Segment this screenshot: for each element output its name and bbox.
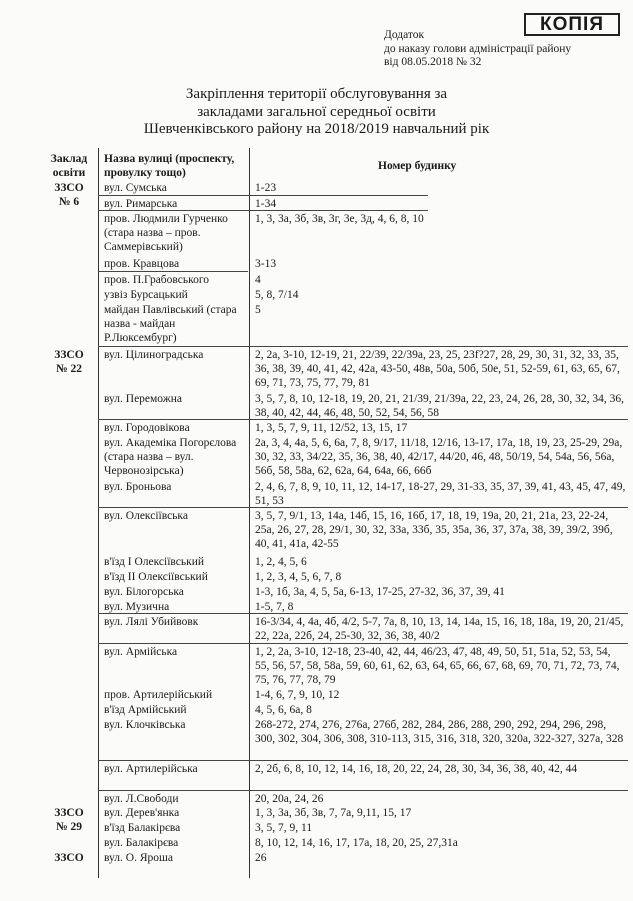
street-name: узвіз Бурсацький xyxy=(104,289,188,301)
house-numbers: 2, 4, 6, 7, 8, 9, 10, 11, 12, 14-17, 18-27, 29, 31-33, 35, 37, 39, 41, 43, 45, 47, 49, 51, 53 xyxy=(255,481,626,507)
row-rule xyxy=(98,613,628,614)
house-numbers: 5 xyxy=(255,304,261,316)
appendix-line-1: Додаток xyxy=(384,29,425,41)
street-name: в'їзд І Олексіївський xyxy=(104,556,205,568)
school-code-line: ЗЗСО xyxy=(54,349,84,361)
house-numbers: 1, 3, 3а, 3б, 3в, 3г, 3е, 3д, 4, 6, 8, 10 xyxy=(255,213,424,225)
row-rule xyxy=(98,760,628,761)
house-numbers: 1, 2, 4, 5, 6 xyxy=(255,556,307,568)
row-rule xyxy=(98,195,428,196)
school-code xyxy=(44,806,94,834)
house-numbers: 2а, 3, 4, 4а, 5, 6, 6а, 7, 8, 9/17, 11/18, 12/16, 13-17, 17а, 18, 19, 23, 25-29, 29а, 30, 32, 33, 34/22, 35, 36, 38, 40, 42/17, 44/20, 46, 48, 50/19, 54, 54а, 56, 56а, 56б, 58, 58а, 62, 62а, 64, 64а, 66, 66б xyxy=(255,437,623,477)
street-name: в'їзд Балакірєва xyxy=(104,822,181,834)
row-rule xyxy=(98,643,628,644)
house-numbers: 1, 2, 3, 4, 5, 6, 7, 8 xyxy=(255,571,342,583)
school-number: № 6 xyxy=(58,196,80,208)
street-name: вул. Білогорська xyxy=(104,586,184,598)
school-code xyxy=(44,348,94,376)
school-code-line: ЗЗСО xyxy=(54,807,84,819)
street-name: пров. Кравцова xyxy=(104,258,180,270)
title-line-2: закладами загальної середньої освіти xyxy=(197,103,436,120)
column-divider-right xyxy=(249,148,250,878)
street-name: вул. Л.Свободи xyxy=(104,793,179,805)
street-name: вул. О. Яроша xyxy=(104,852,173,864)
house-numbers: 1-3, 1б, 3а, 4, 5, 5а, 6-13, 17-25, 27-32, 36, 37, 39, 41 xyxy=(255,586,505,598)
appendix-line-3: від 08.05.2018 № 32 xyxy=(384,56,482,68)
street-name: в'їзд Армійський xyxy=(104,704,187,716)
header-houses: Номер будинку xyxy=(378,160,457,172)
street-name: вул. Римарська xyxy=(104,198,178,210)
house-numbers: 4 xyxy=(255,274,261,286)
row-rule xyxy=(98,210,428,211)
house-numbers: 4, 5, 6, 6а, 8 xyxy=(255,704,312,716)
street-name: вул. Музична xyxy=(104,601,170,613)
house-numbers: 1-34 xyxy=(255,198,277,210)
street-name: вул. Академіка Погорєлова (стара назва – вул. Червонозірська) xyxy=(104,437,237,477)
header-school: Заклад освіти xyxy=(50,153,88,179)
house-numbers: 1, 3, 3а, 3б, 3в, 7, 7а, 9,11, 15, 17 xyxy=(255,807,412,819)
header-street: Назва вулиці (проспекту, провулку тощо) xyxy=(104,153,235,179)
appendix-line-2: до наказу голови адміністрації району xyxy=(384,42,572,55)
school-number: № 22 xyxy=(56,363,82,375)
house-numbers: 20, 20а, 24, 26 xyxy=(255,793,324,805)
street-name: вул. Балакірєва xyxy=(104,837,179,849)
row-rule xyxy=(98,790,628,791)
row-rule xyxy=(98,346,628,347)
house-numbers: 1-4, 6, 7, 9, 10, 12 xyxy=(255,689,340,701)
house-numbers: 1-23 xyxy=(255,182,277,194)
street-name: вул. Сумська xyxy=(104,182,167,194)
street-name: вул. Олексіївська xyxy=(104,510,188,522)
house-numbers: 268-272, 274, 276, 276а, 276б, 282, 284, 286, 288, 290, 292, 294, 296, 298, 300, 302, 304, 306, 308, 310-113, 315, 316, 318, 320, 320а, 322-327, 327а, 328 xyxy=(255,719,624,745)
house-numbers: 1, 2, 2а, 3-10, 12-18, 23-40, 42, 44, 46/23, 47, 48, 49, 50, 51, 51а, 52, 53, 54, 55, 56, 57, 58, 58а, 59, 60, 61, 62, 63, 64, 65, 66, 67, 68, 69, 70, 71, 72, 73, 74, 75, 76, 77, 78, 79 xyxy=(255,646,620,686)
copy-stamp: КОПІЯ xyxy=(524,13,620,36)
column-divider-left xyxy=(98,148,99,878)
school-code-line: ЗЗСО xyxy=(54,182,84,194)
street-name: вул. Артилерійська xyxy=(104,763,198,775)
house-numbers: 2, 2б, 6, 8, 10, 12, 14, 16, 18, 20, 22, 24, 28, 30, 34, 36, 38, 40, 42, 44 xyxy=(255,763,578,775)
street-name: вул. Переможна xyxy=(104,393,182,405)
school-number: № 29 xyxy=(56,821,82,833)
document-title xyxy=(0,86,633,139)
house-numbers: 2, 2а, 3-10, 12-19, 21, 22/39, 22/39а, 23, 25, 23f?27, 28, 29, 30, 31, 32, 33, 35, 36, 38, 39, 40, 41, 42, 42а, 43-50, 48в, 50а, 50б, 50е, 51, 52-59, 61, 63, 65, 67, 69, 71, 73, 75, 77, 79, 81 xyxy=(255,349,620,389)
street-name: вул. Армійська xyxy=(104,646,178,658)
house-numbers: 3, 5, 7, 8, 10, 12-18, 19, 20, 21, 21/39, 21/39а, 22, 23, 24, 26, 28, 30, 32, 34, 36, 38, 40, 42, 44, 46, 48, 50, 52, 54, 56, 58 xyxy=(255,393,624,419)
house-numbers: 16-3/34, 4, 4а, 4б, 4/2, 5-7, 7а, 8, 10, 13, 14, 14а, 15, 16, 18, 18а, 19, 20, 21/45, 22, 22а, 22б, 24, 25-30, 32, 36, 38, 40/2 xyxy=(255,616,624,642)
school-code-line: ЗЗСО xyxy=(54,852,84,864)
street-name: пров. Людмили Гурченко (стара назва – пров. Саммерівський) xyxy=(104,213,228,253)
street-name: пров. Артилерійський xyxy=(104,689,213,701)
house-numbers: 3, 5, 7, 9/1, 13, 14а, 14б, 15, 16, 16б, 17, 18, 19, 19а, 20, 21, 21а, 23, 22-24, 25а, 26, 27, 28, 29/1, 30, 32, 33а, 33б, 35, 35а, 36, 37, 37а, 38, 39, 39/2, 39б, 40, 41, 41а, 42-55 xyxy=(255,510,613,550)
house-numbers: 26 xyxy=(255,852,267,864)
street-name: вул. Городовікова xyxy=(104,422,190,434)
house-numbers: 3, 5, 7, 9, 11 xyxy=(255,822,313,834)
street-name: вул. Лялі Убийвовк xyxy=(104,616,199,628)
street-name: вул. Броньова xyxy=(104,481,172,493)
title-line-3: Шевченківського району на 2018/2019 навчальний рік xyxy=(143,121,490,137)
house-numbers: 1, 3, 5, 7, 9, 11, 12/52, 13, 15, 17 xyxy=(255,422,408,434)
row-rule xyxy=(98,419,628,420)
house-numbers: 3-13 xyxy=(255,258,277,270)
appendix-note xyxy=(384,29,624,70)
street-name: майдан Павлівський (стара назва - майдан Р.Люксембург) xyxy=(104,304,237,344)
house-numbers: 1-5, 7, 8 xyxy=(255,601,294,613)
school-code xyxy=(44,181,94,209)
street-name: вул. Дерев'янка xyxy=(104,807,180,819)
row-rule xyxy=(98,271,248,272)
house-numbers: 5, 8, 7/14 xyxy=(255,289,299,301)
row-rule xyxy=(98,507,628,508)
street-name: пров. П.Грабовського xyxy=(104,274,210,286)
school-code xyxy=(44,851,94,865)
house-numbers: 8, 10, 12, 14, 16, 17, 17а, 18, 20, 25, 27,31а xyxy=(255,837,458,849)
title-line-1: Закріплення території обслуговування за xyxy=(185,86,448,102)
street-name: вул. Клочківська xyxy=(104,719,186,731)
street-name: в'їзд ІІ Олексіївський xyxy=(104,571,208,583)
street-name: вул. Цілиноградська xyxy=(104,349,204,361)
